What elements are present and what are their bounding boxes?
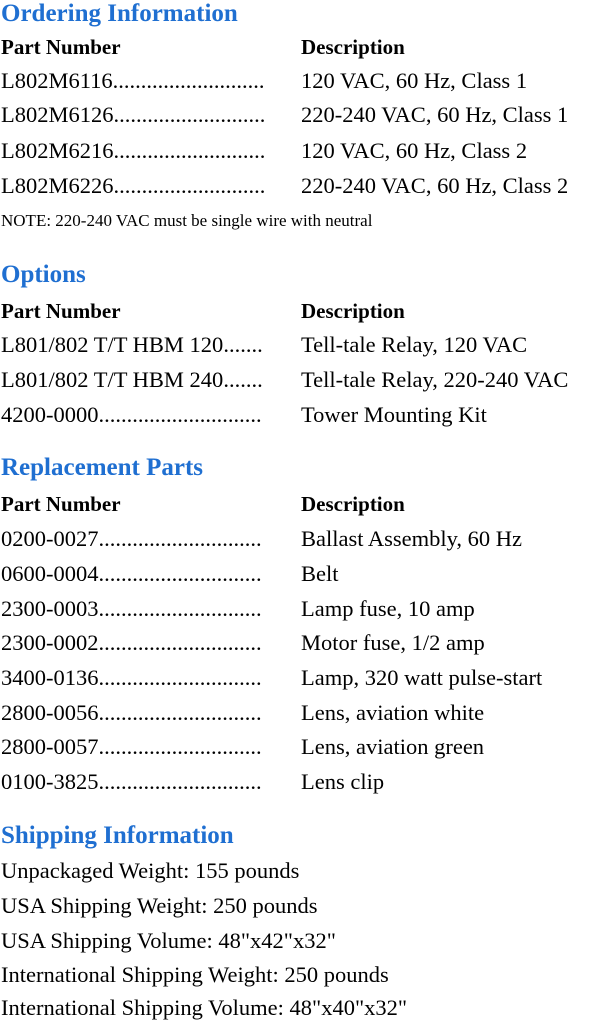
part-description: Belt xyxy=(301,561,339,586)
shipping-line: International Shipping Volume: 48"x40"x32" xyxy=(1,995,408,1020)
part-description: Tell-tale Relay, 220-240 VAC xyxy=(301,367,569,392)
column-header-part: Part Number xyxy=(1,492,121,516)
part-number: 3400-0136 xyxy=(1,665,99,690)
part-number: L802M6126 xyxy=(1,102,114,127)
table-row xyxy=(1,400,597,430)
part-description: Lens, aviation white xyxy=(301,700,485,725)
part-description: 220-240 VAC, 60 Hz, Class 1 xyxy=(301,102,569,127)
column-header-description: Description xyxy=(301,299,405,323)
table-row xyxy=(1,365,597,395)
table-row xyxy=(1,559,597,589)
leader-dots: ........................... xyxy=(112,68,265,93)
part-number: 0200-0027 xyxy=(1,526,99,551)
leader-dots: ....... xyxy=(223,332,263,357)
shipping-title: Shipping Information xyxy=(1,822,234,849)
replacement-header-row xyxy=(1,489,597,519)
part-number: 2300-0002 xyxy=(1,630,99,655)
part-number: 0100-3825 xyxy=(1,769,99,794)
part-number: 2800-0057 xyxy=(1,734,99,759)
part-number: 0600-0004 xyxy=(1,561,99,586)
leader-dots: ............................. xyxy=(98,561,262,586)
part-number: L802M6226 xyxy=(1,173,114,198)
leader-dots: ............................. xyxy=(98,700,262,725)
table-row xyxy=(1,767,597,797)
table-row xyxy=(1,732,597,762)
leader-dots: ........................... xyxy=(113,138,266,163)
part-number: L801/802 T/T HBM 240 xyxy=(1,367,224,392)
leader-dots: ............................. xyxy=(98,734,262,759)
options-header-row xyxy=(1,296,597,326)
leader-dots: ........................... xyxy=(113,173,266,198)
leader-dots: ............................. xyxy=(98,402,262,427)
table-row xyxy=(1,594,597,624)
column-header-description: Description xyxy=(301,35,405,59)
ordering-header-row xyxy=(1,32,597,62)
column-header-part: Part Number xyxy=(1,299,121,323)
part-description: Motor fuse, 1/2 amp xyxy=(301,630,485,655)
shipping-line: International Shipping Weight: 250 pounds xyxy=(1,962,389,987)
table-row xyxy=(1,136,597,166)
table-row xyxy=(1,524,597,554)
replacement-title: Replacement Parts xyxy=(1,454,204,481)
part-description: Lens, aviation green xyxy=(301,734,485,759)
table-row xyxy=(1,66,597,96)
part-description: 220-240 VAC, 60 Hz, Class 2 xyxy=(301,173,569,198)
shipping-line: USA Shipping Weight: 250 pounds xyxy=(1,893,318,918)
leader-dots: ............................. xyxy=(98,769,262,794)
ordering-note: NOTE: 220-240 VAC must be single wire with neutral xyxy=(1,211,373,230)
leader-dots: ............................. xyxy=(98,630,262,655)
part-description: Lens clip xyxy=(301,769,385,794)
table-row xyxy=(1,663,597,693)
part-description: 120 VAC, 60 Hz, Class 2 xyxy=(301,138,528,163)
table-row xyxy=(1,698,597,728)
shipping-line: Unpackaged Weight: 155 pounds xyxy=(1,858,300,883)
part-number: L802M6216 xyxy=(1,138,114,163)
leader-dots: ............................. xyxy=(98,526,262,551)
table-row xyxy=(1,100,597,130)
part-number: L801/802 T/T HBM 120 xyxy=(1,332,224,357)
part-number: L802M6116 xyxy=(1,68,113,93)
part-number: 2300-0003 xyxy=(1,596,99,621)
column-header-description: Description xyxy=(301,492,405,516)
part-description: Ballast Assembly, 60 Hz xyxy=(301,526,523,551)
part-number: 4200-0000 xyxy=(1,402,99,427)
ordering-title: Ordering Information xyxy=(1,0,238,27)
part-description: 120 VAC, 60 Hz, Class 1 xyxy=(301,68,528,93)
table-row xyxy=(1,628,597,658)
part-number: 2800-0056 xyxy=(1,700,99,725)
options-title: Options xyxy=(1,261,86,288)
leader-dots: ....... xyxy=(223,367,263,392)
leader-dots: ............................. xyxy=(98,596,262,621)
table-row xyxy=(1,330,597,360)
part-description: Tell-tale Relay, 120 VAC xyxy=(301,332,528,357)
column-header-part: Part Number xyxy=(1,35,121,59)
part-description: Lamp fuse, 10 amp xyxy=(301,596,475,621)
shipping-line: USA Shipping Volume: 48"x42"x32" xyxy=(1,928,336,953)
part-description: Lamp, 320 watt pulse-start xyxy=(301,665,543,690)
leader-dots: ........................... xyxy=(113,102,266,127)
part-description: Tower Mounting Kit xyxy=(301,402,487,427)
table-row xyxy=(1,171,597,201)
leader-dots: ............................. xyxy=(98,665,262,690)
